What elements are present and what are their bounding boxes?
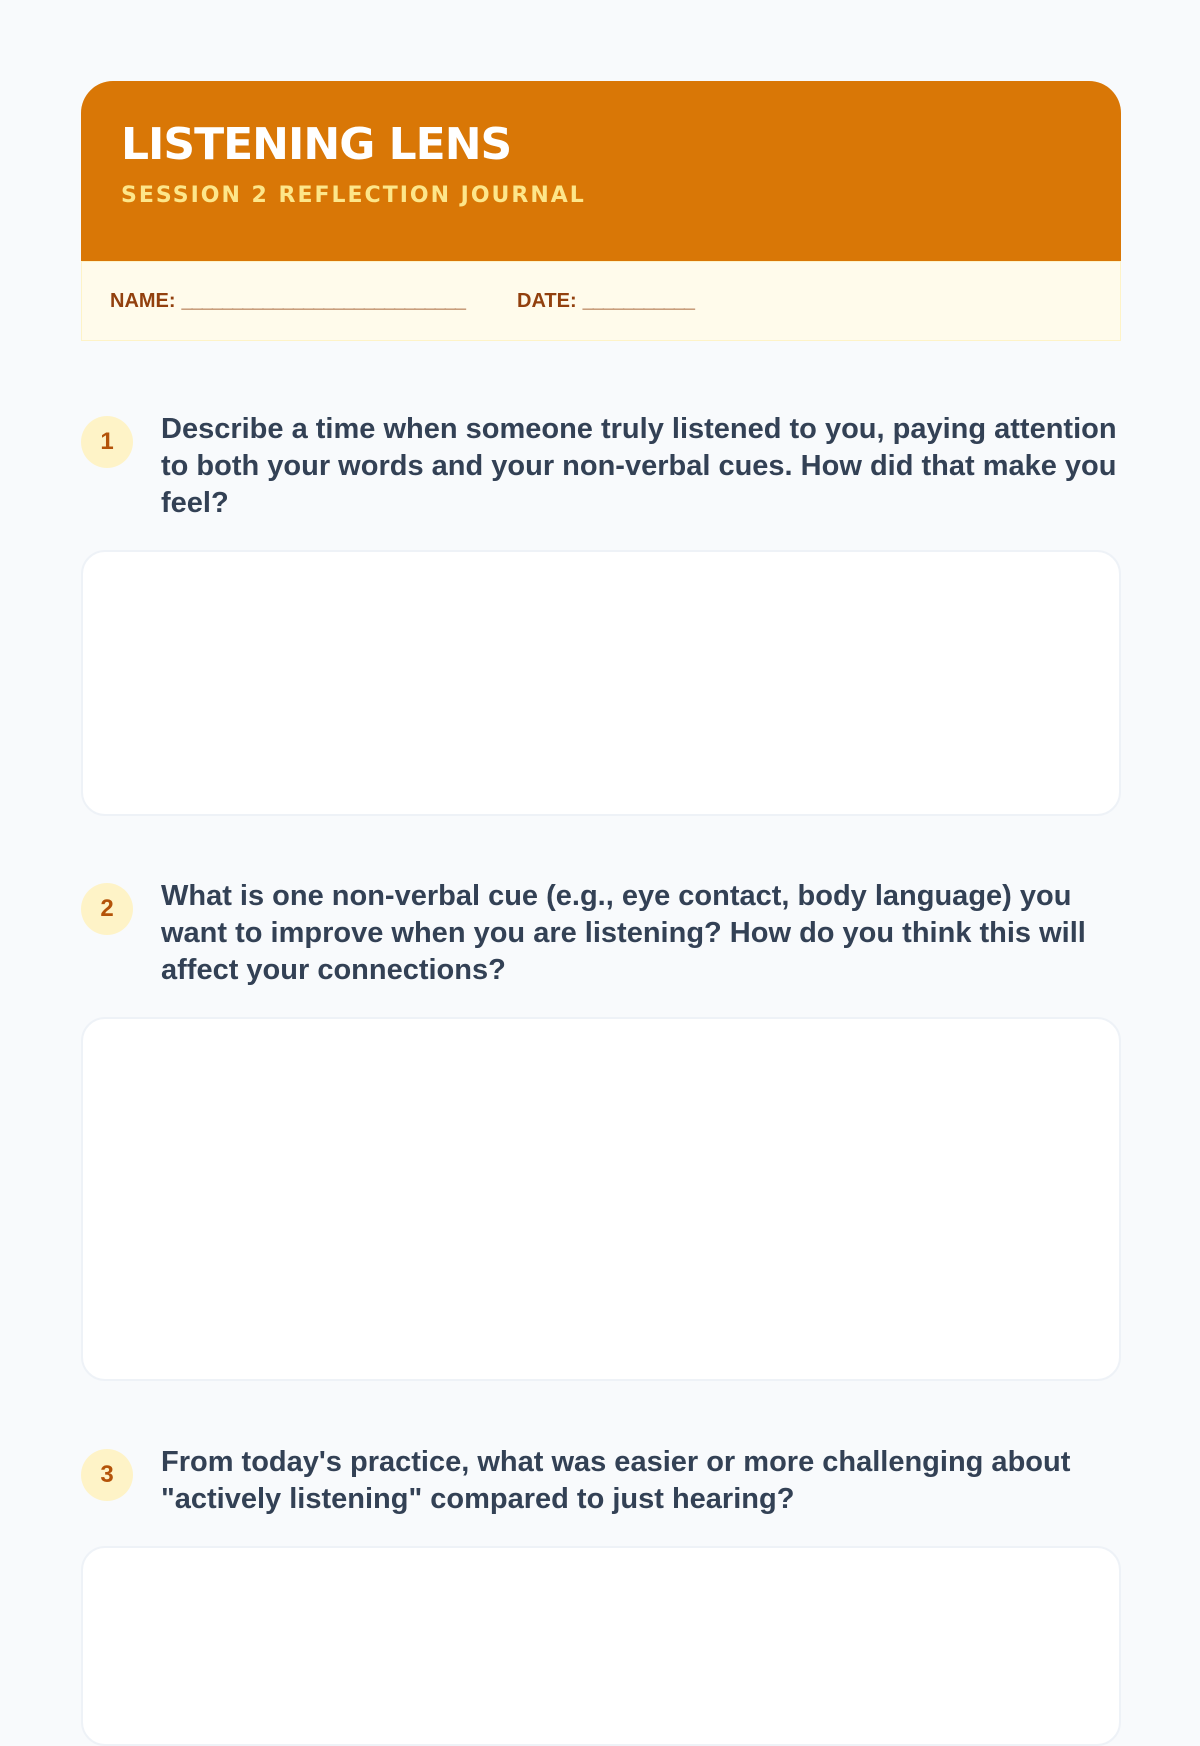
student-info-bar [81, 261, 1121, 341]
question-number: 3 [81, 1449, 133, 1501]
question-text: Describe a time when someone truly listened to you, paying attention to both your words and your non-verbal cues. How did that make you feel? [161, 413, 1117, 520]
name-label: NAME: [110, 289, 176, 312]
answer-box-2[interactable] [81, 1017, 1121, 1381]
journal-subtitle: SESSION 2 REFLECTION JOURNAL [121, 183, 586, 208]
name-line[interactable]: ____________________________ [181, 289, 465, 312]
question-3 [81, 1444, 1121, 1746]
question-2 [81, 878, 1121, 1381]
question-3-header [81, 1444, 1121, 1518]
date-line[interactable]: ___________ [582, 289, 694, 312]
question-2-header [81, 878, 1121, 989]
answer-box-1[interactable] [81, 550, 1121, 816]
question-1-header [81, 411, 1121, 522]
journal-title: LISTENING LENS [121, 119, 512, 170]
answer-box-3[interactable] [81, 1546, 1121, 1746]
date-label: DATE: [517, 289, 577, 312]
question-text: What is one non-verbal cue (e.g., eye contact, body language) you want to improve when you are listening? How do you think this will affect your connections? [161, 880, 1086, 987]
name-field[interactable] [110, 290, 465, 313]
date-field[interactable] [517, 290, 694, 313]
question-number: 1 [81, 416, 133, 468]
question-number: 2 [81, 883, 133, 935]
journal-header [81, 81, 1121, 261]
question-text: From today's practice, what was easier or more challenging about "actively listening" compared to just hearing? [161, 1446, 1071, 1516]
question-1 [81, 411, 1121, 816]
